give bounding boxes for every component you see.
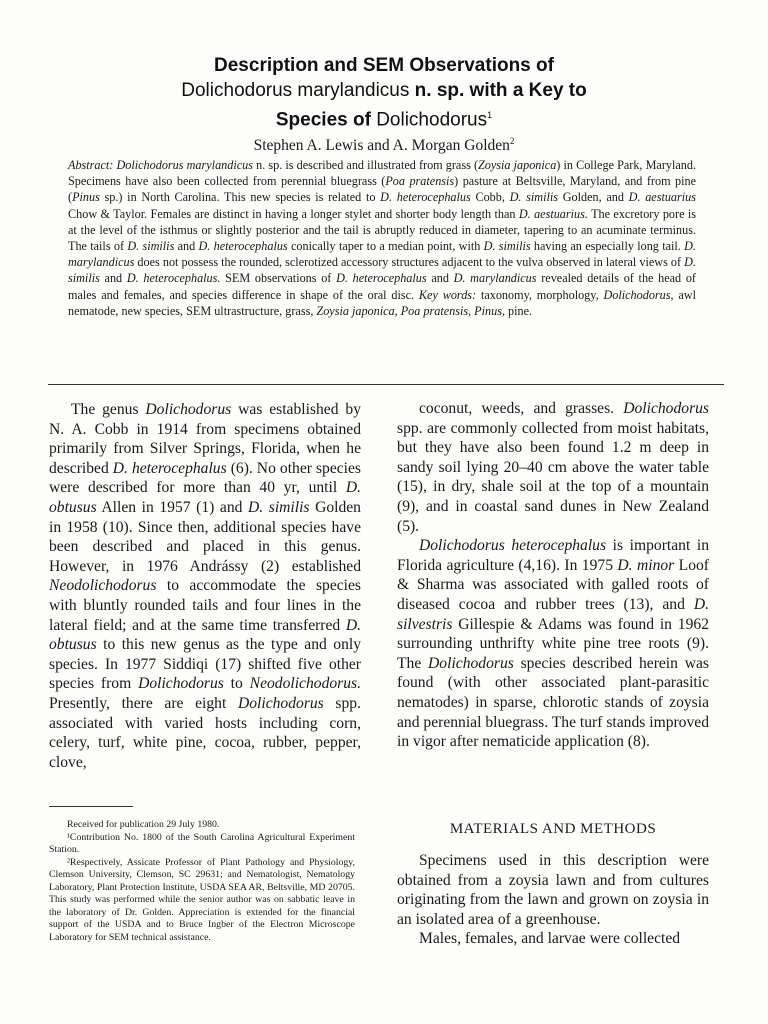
abstract-text-run: and [99, 271, 127, 286]
abstract-text-run: D. similis [509, 190, 558, 205]
abstract-text-run: D. aestuarius. [518, 206, 588, 221]
abstract-text-run: D. heterocephalus [380, 190, 471, 205]
body-left-paragraph [49, 400, 361, 772]
abstract-text-run: awl nematode, new species, SEM ultrastructure, grass, [68, 287, 696, 318]
abstract-text-run: taxonomy, morphology, [476, 287, 604, 302]
header-rule [48, 384, 724, 385]
abstract-text-run: D. heterocephalus [336, 271, 427, 286]
body-left-text-run: D. similis [248, 498, 310, 516]
abstract-text-run: revealed details of the head of males and females, and species difference in shape of the oral disc. [68, 271, 696, 302]
body-column-right [397, 399, 709, 752]
abstract-text-run: ) pasture at Beltsville, Maryland, and from pine ( [68, 174, 697, 205]
body-right-paragraph [397, 399, 709, 536]
body-left-text-run: D. obtusus [49, 616, 361, 654]
abstract-text-run: having an especially long tail. [530, 239, 685, 254]
body-left-text-run: to this new genus as the type and only species. In 1977 Siddiqi (17) shifted five other species from [49, 636, 361, 693]
abstract-text-run: SEM observations of [220, 271, 337, 286]
body-left-text-run: Dolichodorus [237, 694, 324, 712]
section-heading-materials-methods: MATERIALS AND METHODS [449, 821, 657, 837]
abstract-text-run: Poa pratensis [385, 174, 455, 189]
title-line-2: Dolichodorus marylandicus n. sp. with a Key to [181, 80, 587, 101]
body-left-text-run: to [223, 675, 250, 693]
abstract-body [68, 158, 696, 318]
abstract-text-run: D. aestuarius [628, 190, 696, 205]
abstract-text-run: The excretory pore is at the level of the isthmus or slightly posterior and the tail is abruptly reduced in diameter, tapering to an acuminate terminus. The tails of [68, 206, 696, 254]
abstract-text-run: Key words: [418, 287, 477, 302]
abstract-text-run: pine. [505, 303, 533, 318]
title-line-1: Description and SEM Observations of [214, 55, 554, 76]
abstract-text-run: D. heterocephalus. [126, 271, 221, 286]
body-left-text-run: spp. associated with varied hosts including corn, celery, turf, white pine, cocoa, rubber, pepper, clove, [49, 694, 361, 771]
body-left-text-run: The genus [71, 401, 146, 418]
authors: Stephen A. Lewis and A. Morgan Golden$^2$ [253, 136, 515, 155]
abstract-text-run: n. sp. is described and illustrated from grass ( [252, 158, 479, 172]
body-right-text-run: Gillespie & Adams was found in 1962 surrounding unthrifty white pine tree roots (9). The [397, 615, 709, 672]
body-right-text-run: Dolichodorus heterocephalus [419, 537, 607, 555]
body-right-paragraph [397, 536, 709, 752]
section-body [397, 851, 709, 949]
abstract-text-run: D. similis [483, 239, 531, 254]
abstract-label: Abstract: [68, 158, 114, 172]
abstract-text-run: Chow & Taylor. Females are distinct in having a longer stylet and shorter body length than [68, 206, 519, 221]
abstract-text-run: and [426, 271, 454, 286]
body-left-text-run: Presently, there are eight [49, 694, 238, 712]
abstract-text-run: Dolichodorus marylandicus [116, 158, 253, 172]
body-column-left [49, 400, 361, 772]
abstract-text-run: Cobb, [470, 190, 510, 205]
footnote: ¹Contribution No. 1800 of the South Carolina Agricultural Experiment Station. [49, 831, 355, 855]
body-left-text-run: D. obtusus [49, 479, 361, 516]
body-left-text-run: Golden in 1958 (10). Since then, additional species have been described and placed in this genus. However, in 1976 Andrássy (2) established [49, 498, 361, 575]
body-right-text-run: Dolichodorus [623, 400, 709, 417]
body-right-text-run: is important in Florida agriculture (4,16). In 1975 [397, 537, 710, 574]
abstract-text-run: Zoysia japonica, Poa pratensis, Pinus, [316, 303, 505, 318]
abstract-text-run: and [174, 239, 199, 254]
body-left-text-run: Neodolichodorus [49, 577, 157, 595]
abstract-text-run: D. similis [127, 239, 175, 254]
abstract-text-run: D. marylandicus [453, 271, 537, 286]
abstract-text-run: does not possess the rounded, sclerotized accessory structures adjacent to the vulva observed in lateral views of [134, 255, 685, 270]
abstract-text-run: ) in College Park, Maryland. Specimens have also been collected from perennial bluegrass ( [68, 158, 697, 189]
body-left-text-run: (6). No other species were described for more than 40 yr, until [49, 459, 361, 497]
footnote: Received for publication 29 July 1980. [67, 819, 220, 830]
paper-title [40, 53, 728, 132]
body-left-text-run: Neodolichodorus. [249, 675, 361, 693]
body-left-text-run: Dolichodorus [138, 675, 224, 693]
body-right-text-run: coconut, weeds, and grasses. [419, 400, 624, 417]
footnote: ²Respectively, Assicate Professor of Plant Pathology and Physiology, Clemson University, Clemson, SC 29631; and Nematologist, Nematology Laboratory, Plant Protection Institute, USDA SEA AR, Beltsville, MD 20705. This study was performed while the senior author was on sabbatic leave in the laboratory of Dr. Golden. Appreciation is extended for the financial support of the USDA and to Bruce Ingber of the Electron Microscope Laboratory for SEM technical assistance. [49, 856, 355, 943]
body-right-text-run: D. silvestris [397, 595, 709, 633]
abstract-text-run: sp.) in North Carolina. This new species is related to [99, 190, 381, 205]
body-left-text-run: D. heterocephalus [112, 459, 227, 477]
abstract-text-run: Dolichodorus, [603, 287, 674, 302]
body-left-text-run: Allen in 1957 (1) and [96, 498, 248, 516]
abstract-text-run: Zoysia japonica [478, 158, 557, 172]
title-line-3: Species of Dolichodorus$^1$ [275, 109, 493, 131]
abstract-text-run: Pinus [72, 190, 100, 205]
abstract [68, 157, 696, 319]
abstract-text-run: D. similis [68, 255, 696, 286]
abstract-text-run: conically taper to a median point, with [287, 239, 484, 254]
body-right-text-run: species described herein was found (with other associated plant-parasitic nematodes) in sparse, chlorotic stands of zoysia and perennial bluegrass. The turf stands improved in vigor after nematicide application (8). [397, 654, 709, 751]
section-paragraph: Specimens used in this description were obtained from a zoysia lawn and from cultures originating from the lawn and grown on zoysia in an isolated area of a greenhouse. [397, 852, 709, 928]
body-left-text-run: Dolichodorus [145, 401, 232, 418]
abstract-text-run: D. marylandicus [68, 239, 696, 270]
section-paragraph: Males, females, and larvae were collected [419, 930, 681, 948]
abstract-text-run: D. heterocephalus [198, 239, 288, 254]
body-right-text-run: D. minor [617, 556, 675, 574]
body-left-text-run: to accommodate the species with bluntly rounded tails and four lines in the lateral field; and at the same time transferred [49, 577, 361, 634]
body-right-text-run: spp. are commonly collected from moist habitats, but they have also been found 1.2 m deep in sandy soil lying 20–40 cm above the water table (15), in dry, shale soil at the top of a mountain (9), and in coastal sand dunes in New Zealand (5). [397, 419, 709, 535]
body-left-text-run: was established by N. A. Cobb in 1914 from specimens obtained primarily from Silver Springs, Florida, when he described [49, 401, 361, 477]
footnotes [49, 819, 355, 944]
footnote-rule [49, 806, 133, 807]
body-right-text-run: Loof & Sharma was associated with galled roots of diseased cocoa and rubber trees (13), and [397, 556, 709, 613]
body-right-text-run: Dolichodorus [428, 654, 514, 672]
abstract-text-run: Golden, and [558, 190, 629, 205]
